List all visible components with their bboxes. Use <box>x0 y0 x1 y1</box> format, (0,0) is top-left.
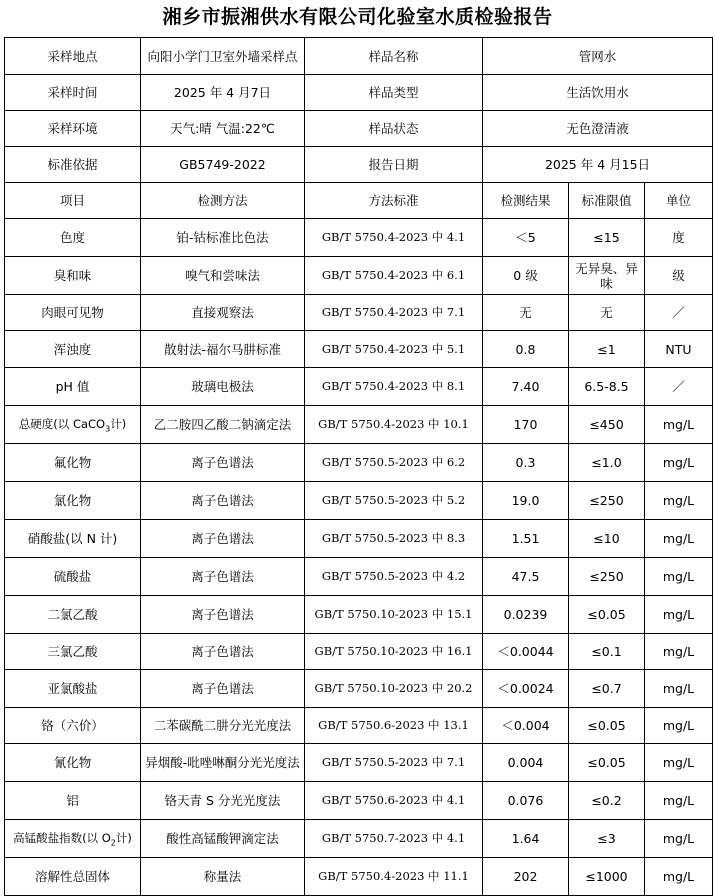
report-table <box>4 37 713 896</box>
info-value: GB5749-2022 <box>141 147 305 183</box>
info-value: 向阳小学门卫室外墙采样点 <box>141 38 305 75</box>
cell-item: 溶解性总固体 <box>5 858 141 896</box>
cell-unit: mg/L <box>645 782 713 820</box>
cell-limit: ≤0.05 <box>569 596 645 634</box>
table-row <box>5 558 713 596</box>
cell-limit: ≤450 <box>569 406 645 444</box>
cell-standard: GB/T 5750.4-2023 中 5.1 <box>305 331 483 368</box>
cell-result: ＜0.0044 <box>483 634 569 670</box>
cell-standard: GB/T 5750.5-2023 中 4.2 <box>305 558 483 596</box>
cell-standard: GB/T 5750.5-2023 中 7.1 <box>305 744 483 782</box>
cell-standard: GB/T 5750.10-2023 中 16.1 <box>305 634 483 670</box>
cell-item: 色度 <box>5 219 141 257</box>
cell-standard: GB/T 5750.4-2023 中 8.1 <box>305 368 483 406</box>
cell-method: 铬天青 S 分光光度法 <box>141 782 305 820</box>
cell-method: 离子色谱法 <box>141 444 305 482</box>
cell-method: 离子色谱法 <box>141 482 305 520</box>
cell-limit: 6.5-8.5 <box>569 368 645 406</box>
column-header-row <box>5 183 713 219</box>
cell-method: 散射法-福尔马肼标准 <box>141 331 305 368</box>
cell-standard: GB/T 5750.10-2023 中 20.2 <box>305 670 483 708</box>
cell-method: 玻璃电极法 <box>141 368 305 406</box>
cell-item: 氯化物 <box>5 482 141 520</box>
cell-limit: 无 <box>569 295 645 331</box>
cell-result: 无 <box>483 295 569 331</box>
cell-standard: GB/T 5750.6-2023 中 4.1 <box>305 782 483 820</box>
cell-method: 离子色谱法 <box>141 558 305 596</box>
cell-standard: GB/T 5750.4-2023 中 7.1 <box>305 295 483 331</box>
cell-item: 铬（六价） <box>5 708 141 744</box>
cell-result: 47.5 <box>483 558 569 596</box>
cell-result: ＜0.0024 <box>483 670 569 708</box>
table-row <box>5 670 713 708</box>
info-value: 无色澄清液 <box>483 111 713 147</box>
cell-result: ＜5 <box>483 219 569 257</box>
cell-unit: NTU <box>645 331 713 368</box>
cell-limit: ≤1 <box>569 331 645 368</box>
cell-item: pH 值 <box>5 368 141 406</box>
cell-method: 直接观察法 <box>141 295 305 331</box>
cell-result: 0.8 <box>483 331 569 368</box>
cell-result: 0 级 <box>483 257 569 295</box>
table-row <box>5 331 713 368</box>
info-value: 管网水 <box>483 38 713 75</box>
cell-item: 氰化物 <box>5 744 141 782</box>
cell-item: 臭和味 <box>5 257 141 295</box>
cell-unit: mg/L <box>645 708 713 744</box>
info-row-environment <box>5 111 713 147</box>
header-result: 检测结果 <box>483 183 569 219</box>
cell-standard: GB/T 5750.6-2023 中 13.1 <box>305 708 483 744</box>
info-label: 样品类型 <box>305 75 483 111</box>
info-row-standard <box>5 147 713 183</box>
result-rows <box>5 219 713 896</box>
cell-result: 0.076 <box>483 782 569 820</box>
cell-unit: ／ <box>645 368 713 406</box>
cell-unit: mg/L <box>645 820 713 858</box>
cell-standard: GB/T 5750.10-2023 中 15.1 <box>305 596 483 634</box>
info-label: 报告日期 <box>305 147 483 183</box>
cell-standard: GB/T 5750.5-2023 中 8.3 <box>305 520 483 558</box>
cell-result: 202 <box>483 858 569 896</box>
cell-result: 0.3 <box>483 444 569 482</box>
cell-item: 亚氯酸盐 <box>5 670 141 708</box>
cell-unit: ／ <box>645 295 713 331</box>
table-row <box>5 368 713 406</box>
header-item: 项目 <box>5 183 141 219</box>
cell-result: 1.51 <box>483 520 569 558</box>
table-row <box>5 744 713 782</box>
header-method: 检测方法 <box>141 183 305 219</box>
info-label: 标准依据 <box>5 147 141 183</box>
info-label: 采样时间 <box>5 75 141 111</box>
cell-unit: mg/L <box>645 406 713 444</box>
header-standard: 方法标准 <box>305 183 483 219</box>
cell-limit: ≤1.0 <box>569 444 645 482</box>
table-row <box>5 257 713 295</box>
cell-limit: ≤250 <box>569 558 645 596</box>
cell-item: 氟化物 <box>5 444 141 482</box>
table-row <box>5 295 713 331</box>
table-row <box>5 858 713 896</box>
cell-item: 硝酸盐(以 N 计) <box>5 520 141 558</box>
info-row-time <box>5 75 713 111</box>
cell-limit: ≤10 <box>569 520 645 558</box>
cell-method: 嗅气和尝味法 <box>141 257 305 295</box>
cell-standard: GB/T 5750.5-2023 中 6.2 <box>305 444 483 482</box>
cell-method: 离子色谱法 <box>141 634 305 670</box>
cell-item: 浑浊度 <box>5 331 141 368</box>
cell-result: 0.0239 <box>483 596 569 634</box>
cell-method: 离子色谱法 <box>141 670 305 708</box>
cell-unit: mg/L <box>645 596 713 634</box>
cell-limit: ≤250 <box>569 482 645 520</box>
cell-standard: GB/T 5750.4-2023 中 6.1 <box>305 257 483 295</box>
cell-limit: ≤0.7 <box>569 670 645 708</box>
cell-unit: mg/L <box>645 444 713 482</box>
table-row <box>5 820 713 858</box>
cell-unit: 度 <box>645 219 713 257</box>
cell-unit: mg/L <box>645 670 713 708</box>
cell-item: 肉眼可见物 <box>5 295 141 331</box>
cell-unit: mg/L <box>645 744 713 782</box>
cell-item: 总硬度(以 CaCO$_3$计) <box>5 406 141 444</box>
cell-item: 二氯乙酸 <box>5 596 141 634</box>
table-row <box>5 406 713 444</box>
cell-item: 三氯乙酸 <box>5 634 141 670</box>
table-row <box>5 782 713 820</box>
cell-result: 7.40 <box>483 368 569 406</box>
cell-method: 异烟酸-吡唑啉酮分光光度法 <box>141 744 305 782</box>
table-row <box>5 708 713 744</box>
cell-limit: ≤0.1 <box>569 634 645 670</box>
report-title: 湘乡市振湘供水有限公司化验室水质检验报告 <box>162 6 553 28</box>
cell-standard: GB/T 5750.4-2023 中 11.1 <box>305 858 483 896</box>
cell-method: 乙二胺四乙酸二钠滴定法 <box>141 406 305 444</box>
cell-limit: ≤1000 <box>569 858 645 896</box>
info-label: 样品状态 <box>305 111 483 147</box>
cell-unit: mg/L <box>645 482 713 520</box>
info-value: 2025 年 4 月15日 <box>483 147 713 183</box>
header-limit: 标准限值 <box>569 183 645 219</box>
cell-unit: mg/L <box>645 634 713 670</box>
cell-method: 酸性高锰酸钾滴定法 <box>141 820 305 858</box>
cell-method: 离子色谱法 <box>141 520 305 558</box>
info-label: 采样环境 <box>5 111 141 147</box>
cell-method: 二苯碳酰二肼分光光度法 <box>141 708 305 744</box>
cell-unit: mg/L <box>645 558 713 596</box>
cell-unit: mg/L <box>645 520 713 558</box>
cell-item: 铝 <box>5 782 141 820</box>
cell-item: 高锰酸盐指数(以 $O_2$计) <box>5 820 141 858</box>
cell-limit: ≤0.05 <box>569 708 645 744</box>
cell-limit: ≤3 <box>569 820 645 858</box>
cell-result: 19.0 <box>483 482 569 520</box>
cell-unit: 级 <box>645 257 713 295</box>
cell-method: 称量法 <box>141 858 305 896</box>
cell-result: 170 <box>483 406 569 444</box>
cell-standard: GB/T 5750.7-2023 中 4.1 <box>305 820 483 858</box>
table-row <box>5 596 713 634</box>
info-value: 天气:晴 气温:22℃ <box>141 111 305 147</box>
info-row-location <box>5 38 713 75</box>
cell-result: 1.64 <box>483 820 569 858</box>
cell-item: 硫酸盐 <box>5 558 141 596</box>
table-row <box>5 482 713 520</box>
info-label: 样品名称 <box>305 38 483 75</box>
cell-result: ＜0.004 <box>483 708 569 744</box>
cell-standard: GB/T 5750.5-2023 中 5.2 <box>305 482 483 520</box>
table-row <box>5 444 713 482</box>
cell-limit: ≤15 <box>569 219 645 257</box>
cell-limit: 无异臭、异味 <box>569 257 645 295</box>
cell-method: 离子色谱法 <box>141 596 305 634</box>
info-value: 生活饮用水 <box>483 75 713 111</box>
table-row <box>5 219 713 257</box>
cell-limit: ≤0.2 <box>569 782 645 820</box>
cell-standard: GB/T 5750.4-2023 中 4.1 <box>305 219 483 257</box>
cell-standard: GB/T 5750.4-2023 中 10.1 <box>305 406 483 444</box>
cell-limit: ≤0.05 <box>569 744 645 782</box>
info-label: 采样地点 <box>5 38 141 75</box>
cell-method: 铂-钴标准比色法 <box>141 219 305 257</box>
info-value: 2025 年 4 月7日 <box>141 75 305 111</box>
cell-unit: mg/L <box>645 858 713 896</box>
table-row <box>5 520 713 558</box>
header-unit: 单位 <box>645 183 713 219</box>
cell-result: 0.004 <box>483 744 569 782</box>
table-row <box>5 634 713 670</box>
